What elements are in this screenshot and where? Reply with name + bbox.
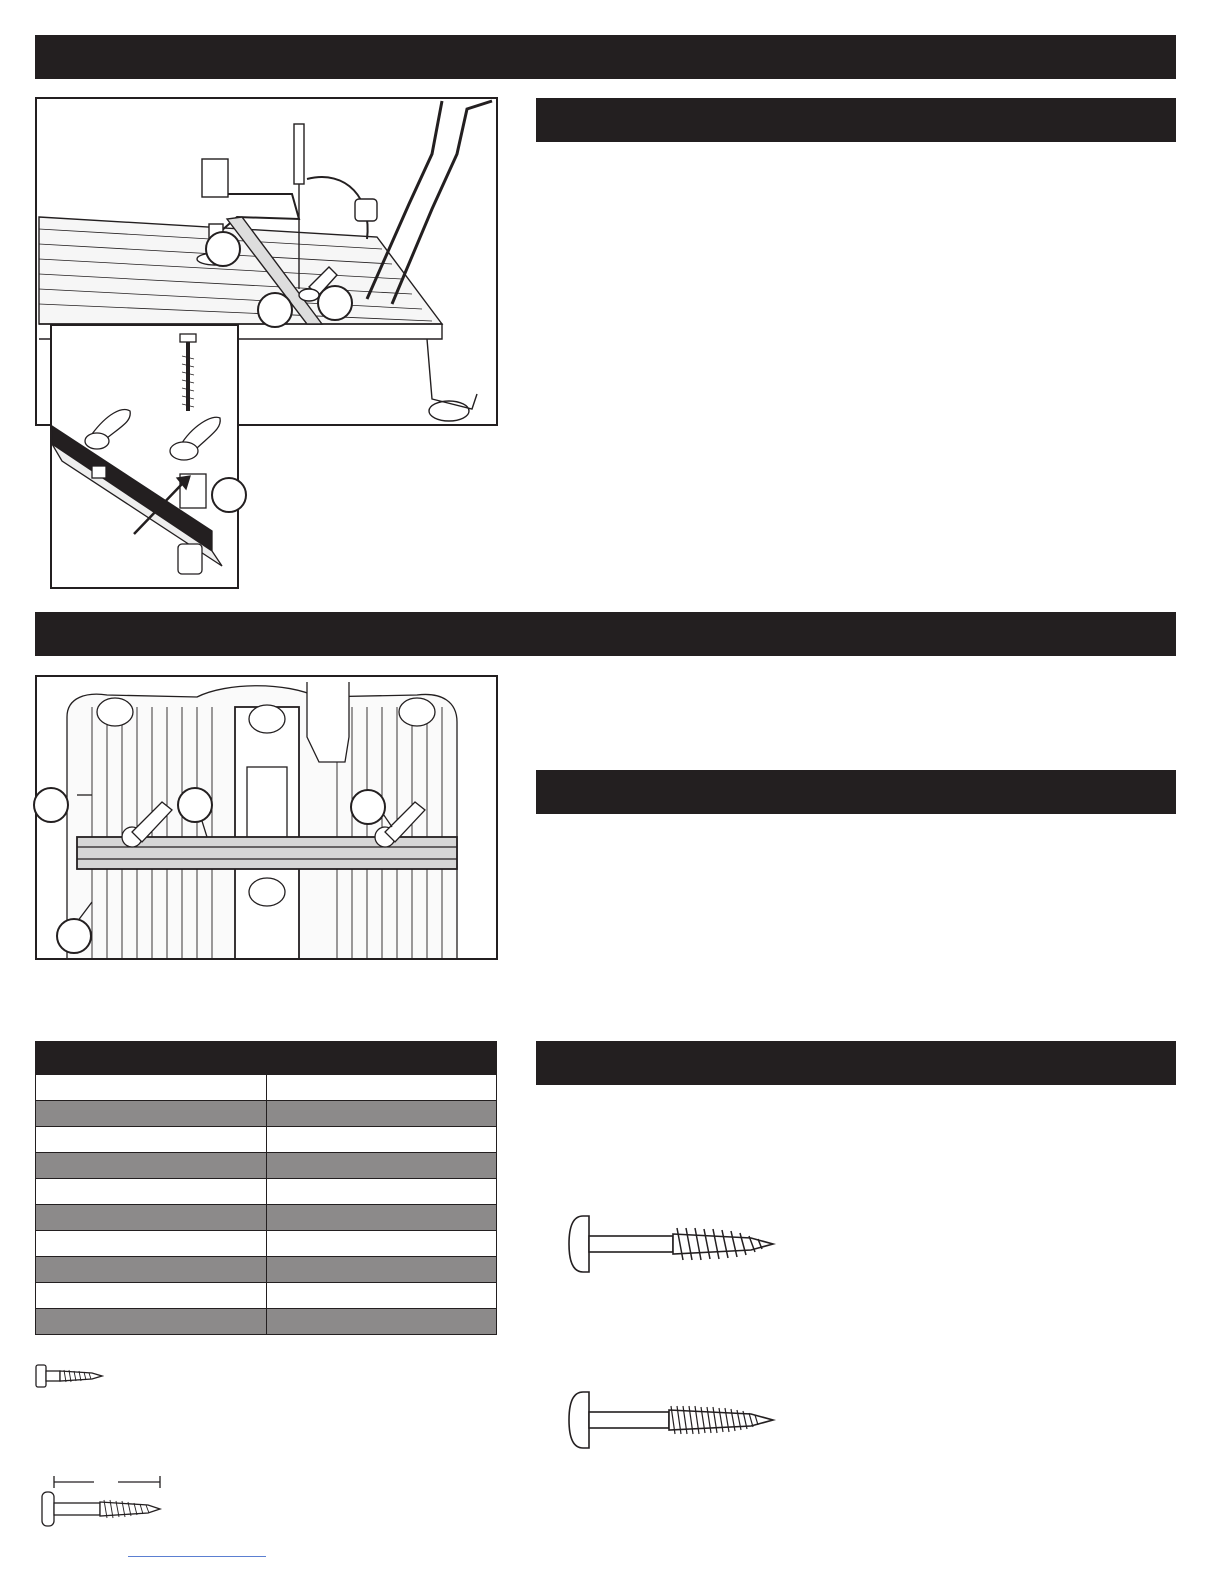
table-row (35, 1127, 497, 1153)
table-header (35, 1041, 497, 1075)
table-cell (36, 1231, 266, 1256)
table-cell (36, 1075, 266, 1100)
callout-fig2-a (33, 787, 69, 823)
table-cell (266, 1231, 497, 1256)
inset-illustration (52, 326, 239, 589)
callout-inset (211, 477, 247, 513)
section-header-bar-1 (35, 35, 1176, 79)
screw-selection-table (35, 1041, 497, 1335)
fine-thread-screw-icon (565, 1388, 780, 1452)
table-row (35, 1309, 497, 1335)
callout-fig2-b (177, 787, 213, 823)
table-cell (36, 1101, 266, 1126)
subheader-bar-3 (536, 1041, 1176, 1085)
table-row (35, 1075, 497, 1101)
small-screw-icon (34, 1362, 104, 1390)
section-header-bar-2 (35, 612, 1176, 656)
callout-fig1-a (205, 231, 241, 267)
table-cell (266, 1257, 497, 1282)
table-cell (36, 1179, 266, 1204)
table-row (35, 1257, 497, 1283)
table-cell (36, 1309, 266, 1334)
table-cell (36, 1205, 266, 1230)
table-cell (266, 1205, 497, 1230)
table-cell (266, 1179, 497, 1204)
subheader-bar-2 (536, 770, 1176, 814)
callout-fig2-c (350, 789, 386, 825)
table-cell (36, 1153, 266, 1178)
callout-fig1-b (257, 292, 293, 328)
table-cell (36, 1257, 266, 1282)
table-cell (266, 1075, 497, 1100)
table-cell (36, 1127, 266, 1152)
table-cell (266, 1153, 497, 1178)
coarse-thread-screw-icon (565, 1212, 780, 1276)
measured-screw-icon (36, 1474, 166, 1534)
callout-fig1-c (317, 285, 353, 321)
table-cell (36, 1283, 266, 1308)
figure-2-illustration (37, 677, 498, 960)
figure-inset-fence-lock (50, 324, 239, 589)
table-row (35, 1179, 497, 1205)
table-row (35, 1153, 497, 1179)
figure-fence-top-view (35, 675, 498, 960)
callout-fig2-d (56, 918, 92, 954)
table-cell (266, 1127, 497, 1152)
table-row (35, 1231, 497, 1257)
table-cell (266, 1101, 497, 1126)
table-row (35, 1205, 497, 1231)
subheader-bar-1 (536, 98, 1176, 142)
table-row (35, 1283, 497, 1309)
table-cell (266, 1283, 497, 1308)
table-cell (266, 1309, 497, 1334)
link-underline[interactable] (128, 1556, 266, 1557)
table-row (35, 1101, 497, 1127)
